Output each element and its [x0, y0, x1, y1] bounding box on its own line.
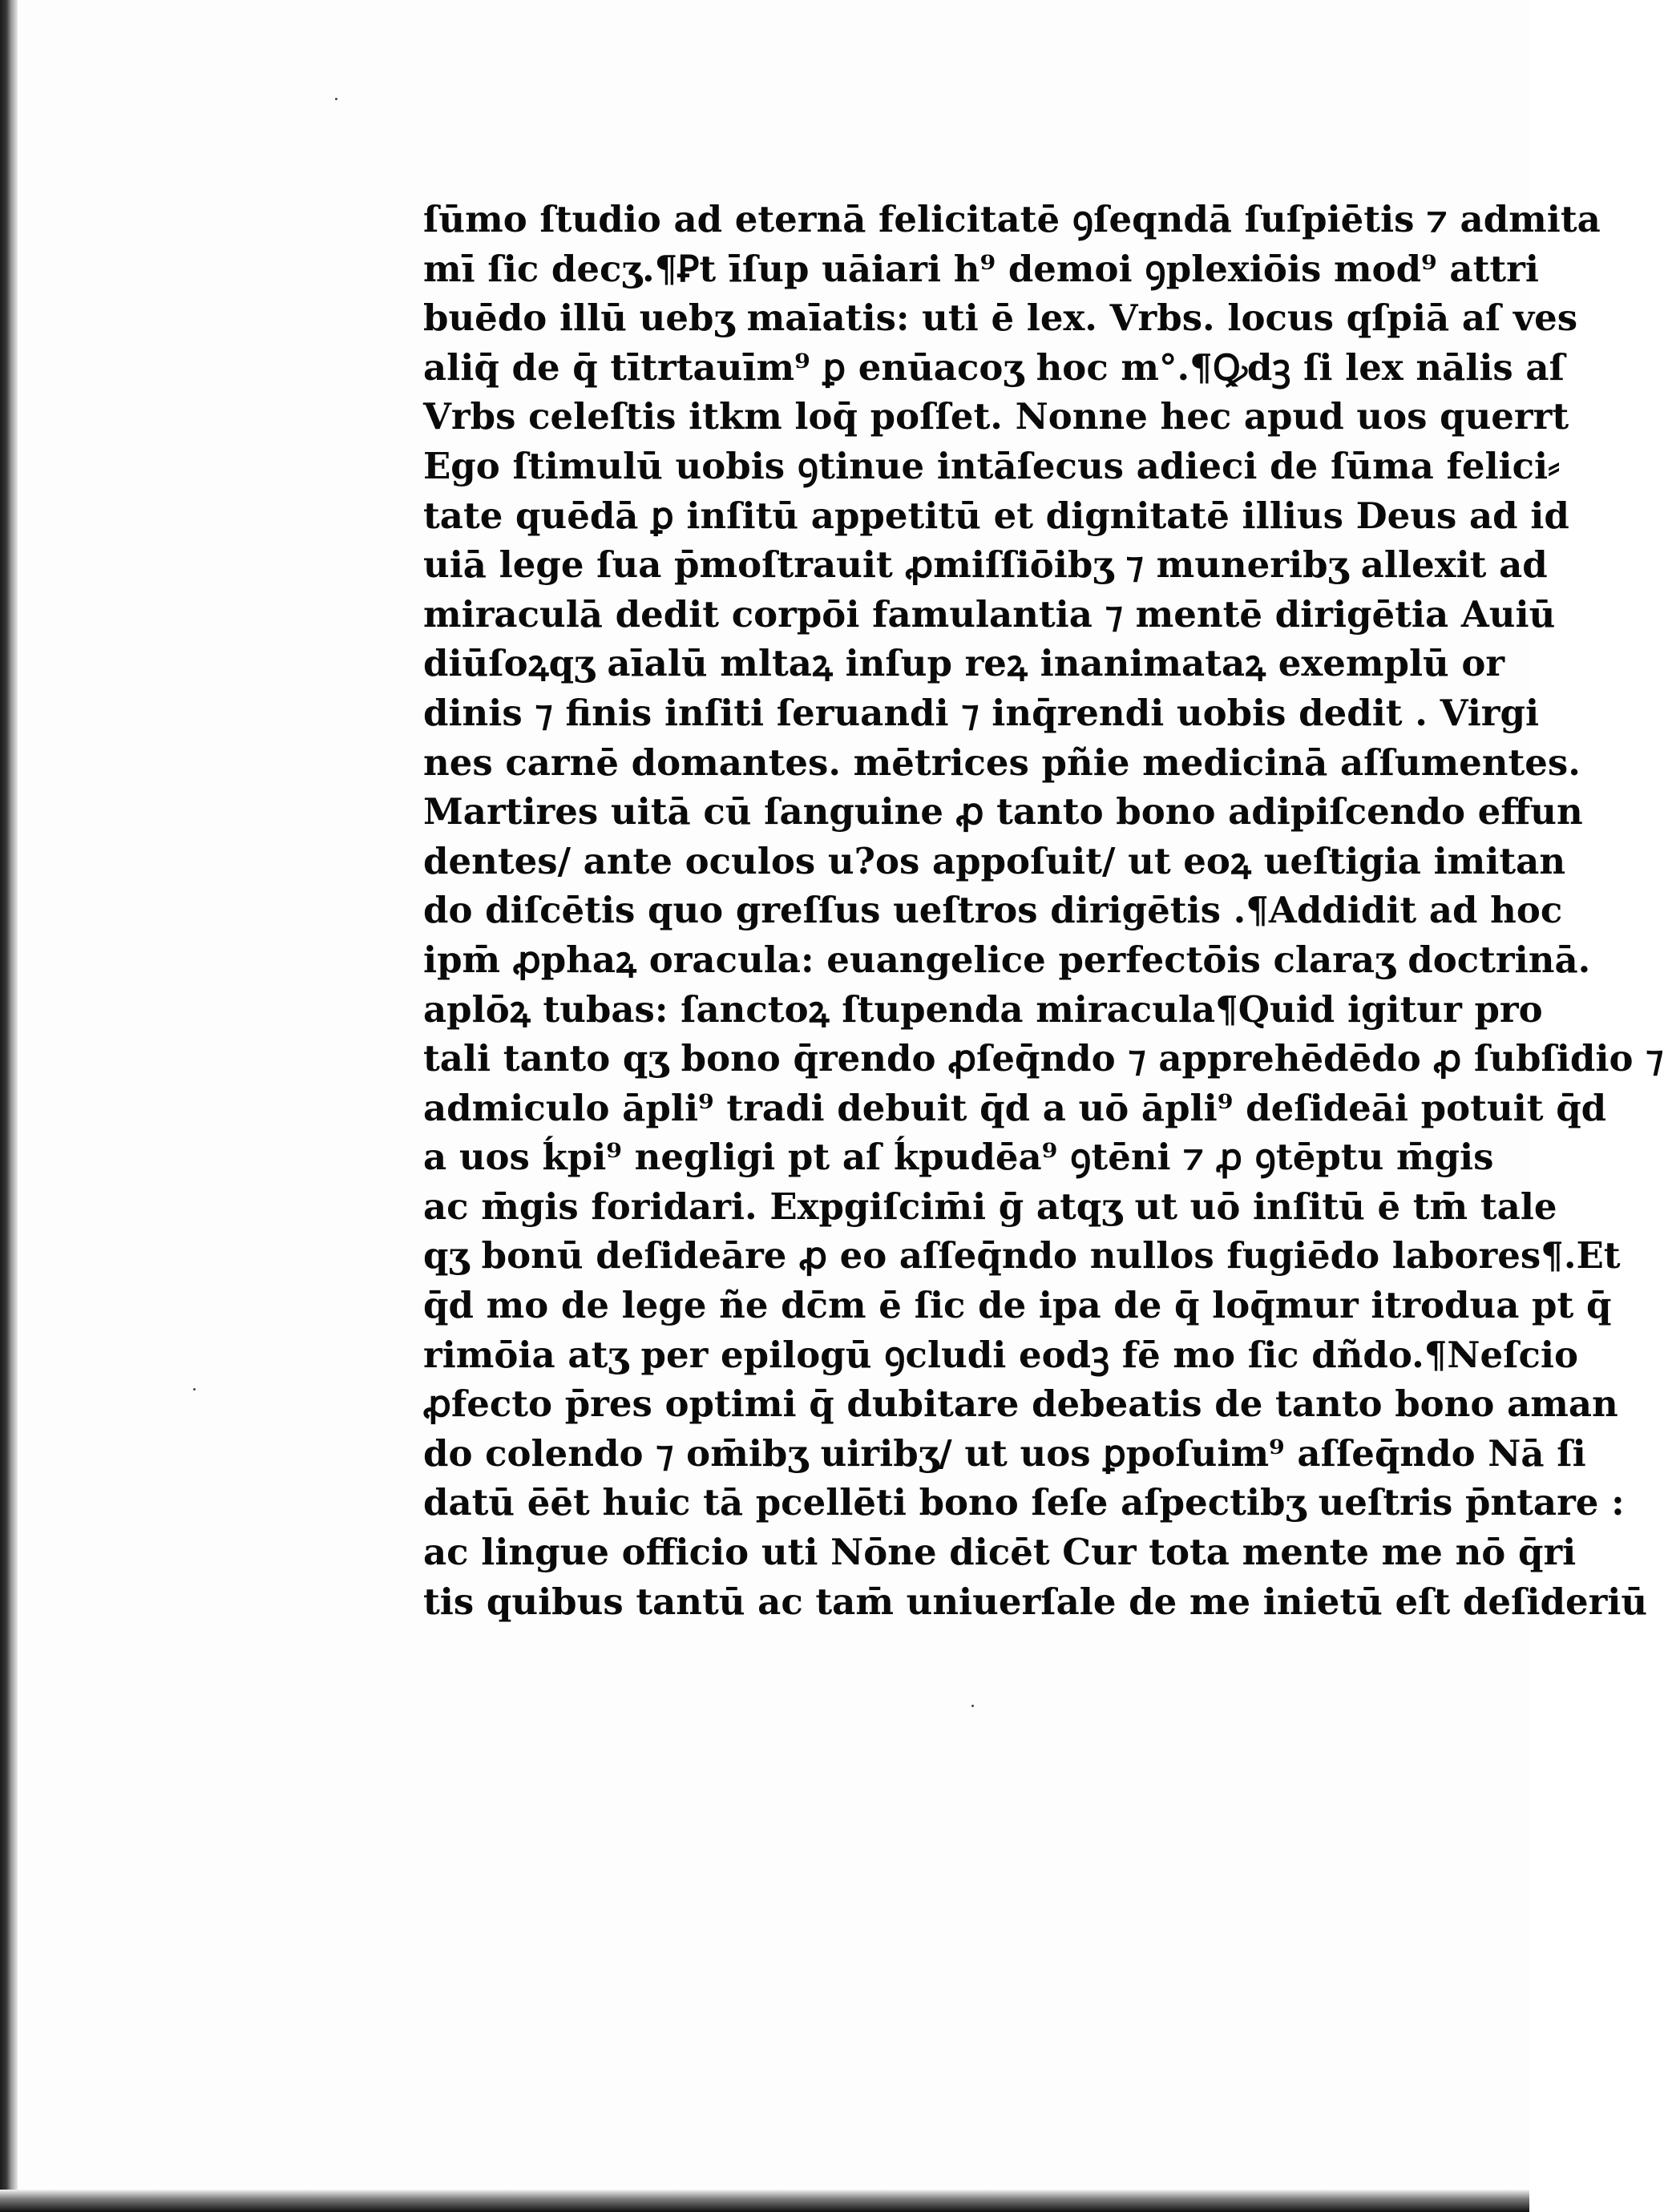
text-line: buēdo illū uebʒ maīatis: uti ē lex. Vrbs. locus qſpiā aſ ves: [423, 297, 1578, 340]
text-line: datū ēēt huic tā pcellēti bono ſeſe aſpectibʒ ueſtris p̄ntare :: [423, 1481, 1625, 1524]
text-line: miraculā dedit corpōi famulantia ⁊ mentē dirigētia Auiū: [423, 592, 1556, 636]
scan-gutter-left: [0, 0, 18, 2212]
text-line: ſūmo ſtudio ad eternā felicitatē ꝯſeqndā ſuſpiētis ⁊ admita: [423, 198, 1601, 240]
ink-speck: [971, 1705, 974, 1707]
text-line: a uos ḱpi⁹ negligi pt aſ ḱpudēa⁹ ꝯtēni ⁊ ꝓ ꝯtēptu m̄gis: [423, 1136, 1494, 1179]
text-line: tis quibus tantū ac tam̄ uniuerſale de me inietū eſt deſideriū: [423, 1580, 1648, 1623]
text-line: uiā lege ſua p̄moſtrauit ꝓmiſſiōibʒ ⁊ muneribʒ allexit ad: [423, 543, 1548, 587]
text-line: dinis ⁊ finis inſiti ſeruandi ⁊ inq̄rendi uobis dedit . Virgi: [423, 691, 1540, 734]
text-line: dentes/ ante oculos u?os appoſuit/ ut eoꝝ ueſtigia imitan: [423, 839, 1566, 882]
text-line: ipm̄ ꝓphaꝝ oracula: euangelice perfectōis claraʒ doctrinā.: [423, 938, 1591, 981]
ink-speck: [193, 1388, 196, 1391]
text-line: ac lingue officio uti Nōne dicēt Cur tota mente me nō q̄ri: [423, 1531, 1577, 1574]
text-line: rimōia atʒ per epilogū ꝯcludi eodꝫ fē mo ſic dñdo.¶Neſcio: [423, 1333, 1579, 1376]
text-line: aliq̄ de q̄ tītrtauīm⁹ ꝑ enūacoʒ hoc m°.¶Ꝙdꝫ ſi lex nālis aſ: [423, 345, 1565, 389]
text-line: qʒ bonū deſideāre ꝓ eo aſſeq̄ndo nullos fugiēdo labores¶.Et: [423, 1234, 1621, 1278]
text-line: diūſoꝝqʒ aīalū mltaꝝ inſup reꝝ inanimataꝝ exemplū or: [423, 642, 1505, 685]
text-line: aplōꝝ tubas: ſanctoꝝ ſtupenda miracula¶Quid igitur pro: [423, 987, 1543, 1031]
text-line: do colendo ⁊ om̄ibʒ uiribʒ/ ut uos ꝑpoſuim⁹ aſſeq̄ndo Nā ſi: [423, 1431, 1586, 1475]
text-line: Martires uitā cū ſanguine ꝓ tanto bono adipiſcendo effun: [423, 790, 1583, 834]
text-line: ꝓfecto p̄res optimi q̄ dubitare debeatis de tanto bono aman: [423, 1382, 1618, 1426]
text-line: Ego ſtimulū uobis ꝯtinue intāſecus adieci de ſūma felici⸗: [423, 444, 1561, 487]
text-line: tali tanto qʒ bono q̄rendo ꝓſeq̄ndo ⁊ apprehēdēdo ꝓ ſubſidio ⁊: [423, 1037, 1664, 1080]
ink-speck: [335, 98, 337, 100]
text-line: nes carnē domantes. mētrices pñie medicinā aſſumentes.: [423, 741, 1581, 784]
text-line: do diſcētis quo greſſus ueſtros dirigētis .¶Addidit ad hoc: [423, 889, 1563, 932]
text-line: Vrbs celeſtis itkm loq̄ poſſet. Nonne hec apud uos querrt: [423, 395, 1569, 438]
incunable-text-block: [423, 195, 1664, 1626]
text-line: mī ſic decʒ.¶Ꝑt īſup uāiari h⁹ demoi ꝯplexiōis mod⁹ attri: [423, 247, 1539, 290]
text-line: ac m̄gis foridari. Expgiſcim̄i ḡ atqʒ ut uō inſitū ē tm̄ tale: [423, 1185, 1557, 1228]
text-line: tate quēdā ꝑ inſitū appetitū et dignitatē illius Deus ad id: [423, 494, 1569, 537]
scan-edge-bottom: [0, 2190, 1529, 2212]
text-line: q̄d mo de lege ñe dc̄m ē ſic de ipa de q̄ loq̄mur itrodua pt q̄: [423, 1284, 1612, 1327]
text-line: admiculo āpli⁹ tradi debuit q̄d a uō āpli⁹ deſideāi potuit q̄d: [423, 1086, 1607, 1129]
